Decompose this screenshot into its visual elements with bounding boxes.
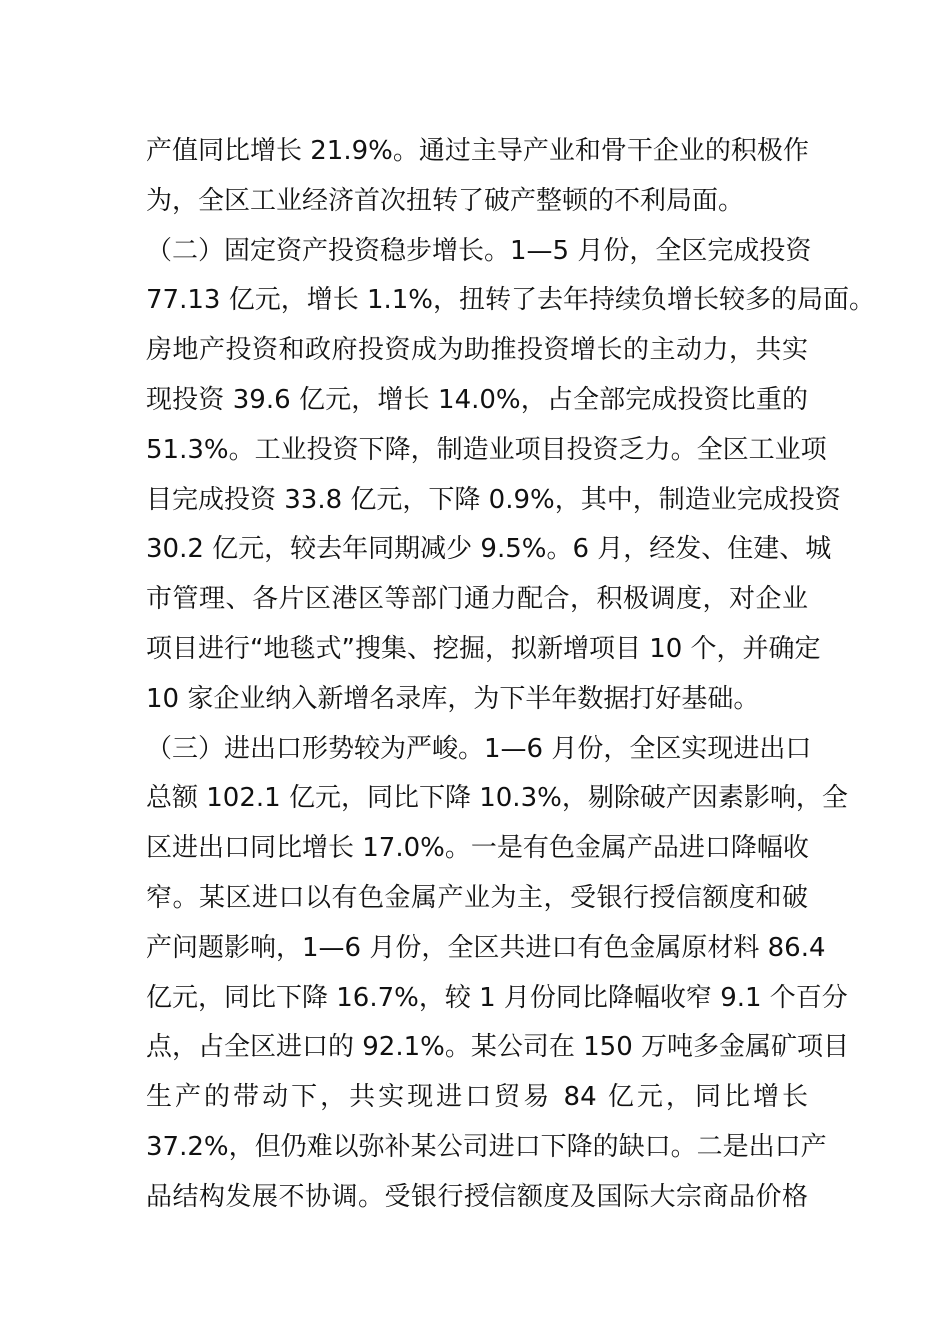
- text-line: 总额 102.1 亿元，同比下降 10.3%，剔除破产因素影响，全: [146, 783, 848, 814]
- text-line: 30.2 亿元，较去年同期减少 9.5%。6 月，经发、住建、城: [146, 534, 832, 565]
- body-text: [146, 127, 876, 1223]
- text-line: 10 家企业纳入新增名录库，为下半年数据打好基础。: [146, 683, 760, 714]
- section-heading-line: （二）固定资产投资稳步增长。1—5 月份，全区完成投资: [146, 235, 812, 266]
- text-line: 点，占全区进口的 92.1%。某公司在 150 万吨多金属矿项目: [146, 1032, 850, 1063]
- text-line: 现投资 39.6 亿元，增长 14.0%，占全部完成投资比重的: [146, 384, 808, 415]
- text-line: 亿元，同比下降 16.7%，较 1 月份同比降幅收窄 9.1 个百分: [146, 982, 848, 1013]
- text-line: 区进出口同比增长 17.0%。一是有色金属产品进口降幅收: [146, 833, 809, 864]
- text-line: 生产的带动下，共实现进口贸易 84 亿元，同比增长: [146, 1082, 808, 1113]
- text-line: 为，全区工业经济首次扭转了破产整顿的不利局面。: [146, 185, 745, 216]
- text-line: 窄。某区进口以有色金属产业为主，受银行授信额度和破: [146, 882, 808, 913]
- text-line: 77.13 亿元，增长 1.1%，扭转了去年持续负增长较多的局面。: [146, 285, 876, 316]
- section-heading-line: （三）进出口形势较为严峻。1—6 月份，全区实现进出口: [146, 733, 812, 764]
- text-line: 目完成投资 33.8 亿元，下降 0.9%，其中，制造业完成投资: [146, 484, 841, 515]
- text-line: 51.3%。工业投资下降，制造业项目投资乏力。全区工业项: [146, 434, 827, 465]
- text-line: 品结构发展不协调。受银行授信额度及国际大宗商品价格: [146, 1181, 808, 1212]
- text-line: 产值同比增长 21.9%。通过主导产业和骨干企业的积极作: [146, 136, 809, 166]
- text-line: 37.2%，但仍难以弥补某公司进口下降的缺口。二是出口产: [146, 1131, 827, 1162]
- text-line: 产问题影响，1—6 月份，全区共进口有色金属原材料 86.4: [146, 932, 826, 963]
- text-line: 市管理、各片区港区等部门通力配合，积极调度，对企业: [146, 584, 808, 615]
- text-line: 项目进行“地毯式”搜集、挖掘，拟新增项目 10 个，并确定: [146, 633, 821, 664]
- text-line: 房地产投资和政府投资成为助推投资增长的主动力，共实: [146, 335, 808, 366]
